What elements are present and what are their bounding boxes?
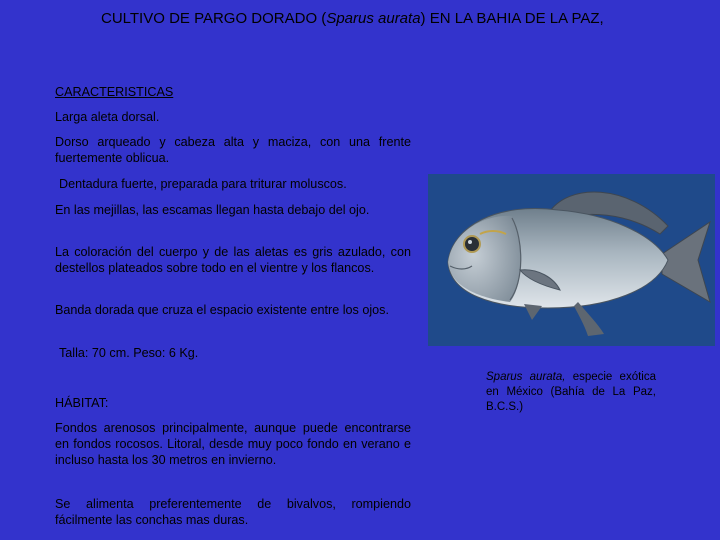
characteristic-item: Larga aleta dorsal. — [55, 110, 160, 124]
characteristics-heading: CARACTERISTICAS — [55, 85, 174, 99]
habitat-heading: HÁBITAT: — [55, 396, 109, 410]
fish-illustration — [428, 174, 715, 346]
characteristic-item: Dorso arqueado y cabeza alta y maciza, con una frente fuertemente oblicua. — [55, 135, 411, 165]
photo-caption: Sparus aurata, especie exótica en México (Bahía de La Paz, B.C.S.) — [486, 371, 656, 413]
characteristic-item: Dentadura fuerte, preparada para triturar moluscos. — [59, 177, 347, 191]
habitat-item: Fondos arenosos principalmente, aunque puede encontrarse en fondos rocosos. Litoral, desde muy poco fondo en verano e incluso hasta los 30 metros en invierno. — [55, 421, 411, 467]
characteristic-item: En las mejillas, las escamas llegan hasta debajo del ojo. — [55, 203, 370, 217]
characteristic-item: La coloración del cuerpo y de las aletas es gris azulado, con destellos plateados sobre todo en el vientre y los flancos. — [55, 245, 411, 275]
fish-photo — [428, 174, 715, 346]
page-title: CULTIVO DE PARGO DORADO (Sparus aurata) EN LA BAHIA DE LA PAZ, — [101, 10, 604, 27]
habitat-item: Se alimenta preferentemente de bivalvos, rompiendo fácilmente las conchas mas duras. — [55, 497, 411, 527]
title-species: Sparus aurata — [326, 10, 421, 27]
characteristic-item: Banda dorada que cruza el espacio existente entre los ojos. — [55, 303, 389, 317]
characteristic-item: Talla: 70 cm. Peso: 6 Kg. — [59, 346, 199, 360]
caption-species: Sparus aurata, — [486, 371, 566, 383]
